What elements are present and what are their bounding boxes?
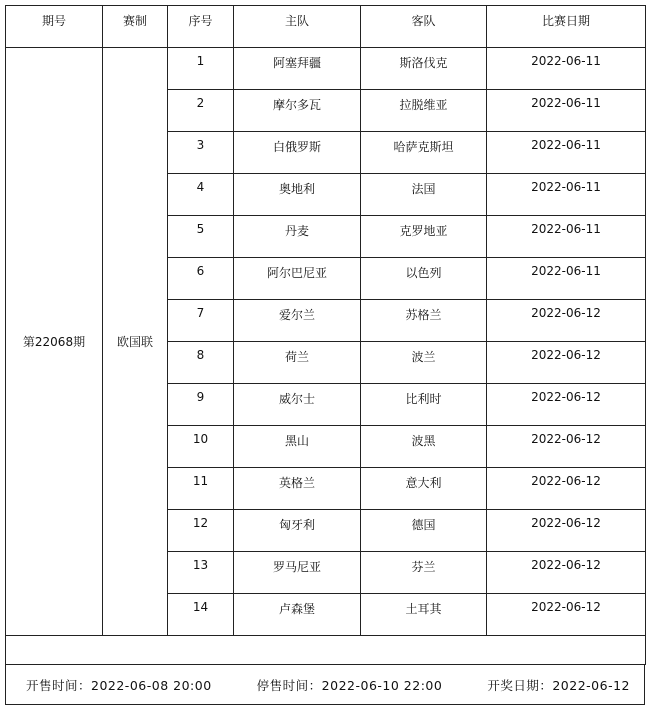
header-issue: 期号 <box>6 6 103 48</box>
away-team-cell: 波兰 <box>361 342 487 384</box>
seq-cell: 6 <box>168 258 234 300</box>
match-date-cell: 2022-06-11 <box>487 174 646 216</box>
seq-cell: 12 <box>168 510 234 552</box>
away-team-cell: 波黑 <box>361 426 487 468</box>
away-team-cell: 意大利 <box>361 468 487 510</box>
header-format: 赛制 <box>103 6 168 48</box>
match-table <box>5 5 646 665</box>
home-team-cell: 威尔士 <box>234 384 361 426</box>
away-team-cell: 以色列 <box>361 258 487 300</box>
format-cell: 欧国联 <box>103 48 168 636</box>
match-date-cell: 2022-06-12 <box>487 594 646 636</box>
home-team-cell: 英格兰 <box>234 468 361 510</box>
seq-cell: 10 <box>168 426 234 468</box>
match-date-cell: 2022-06-11 <box>487 258 646 300</box>
issue-cell: 第22068期 <box>6 48 103 636</box>
home-team-cell: 阿塞拜疆 <box>234 48 361 90</box>
away-team-cell: 拉脱维亚 <box>361 90 487 132</box>
lottery-schedule-sheet <box>5 5 645 705</box>
seq-cell: 13 <box>168 552 234 594</box>
seq-cell: 5 <box>168 216 234 258</box>
seq-cell: 2 <box>168 90 234 132</box>
match-date-cell: 2022-06-11 <box>487 90 646 132</box>
seq-cell: 8 <box>168 342 234 384</box>
home-team-cell: 摩尔多瓦 <box>234 90 361 132</box>
home-team-cell: 白俄罗斯 <box>234 132 361 174</box>
seq-cell: 14 <box>168 594 234 636</box>
header-row <box>6 6 646 48</box>
draw-date: 开奖日期：2022-06-12 <box>487 677 630 693</box>
away-team-cell: 比利时 <box>361 384 487 426</box>
home-team-cell: 奥地利 <box>234 174 361 216</box>
blank-row <box>6 636 646 665</box>
seq-cell: 9 <box>168 384 234 426</box>
match-date-cell: 2022-06-12 <box>487 426 646 468</box>
match-date-cell: 2022-06-12 <box>487 510 646 552</box>
match-date-cell: 2022-06-12 <box>487 552 646 594</box>
home-team-cell: 罗马尼亚 <box>234 552 361 594</box>
home-team-cell: 阿尔巴尼亚 <box>234 258 361 300</box>
blank-cell <box>6 636 646 665</box>
seq-cell: 7 <box>168 300 234 342</box>
away-team-cell: 哈萨克斯坦 <box>361 132 487 174</box>
away-team-cell: 苏格兰 <box>361 300 487 342</box>
home-team-cell: 丹麦 <box>234 216 361 258</box>
away-team-cell: 斯洛伐克 <box>361 48 487 90</box>
seq-cell: 4 <box>168 174 234 216</box>
away-team-cell: 德国 <box>361 510 487 552</box>
home-team-cell: 爱尔兰 <box>234 300 361 342</box>
match-date-cell: 2022-06-12 <box>487 384 646 426</box>
home-team-cell: 卢森堡 <box>234 594 361 636</box>
away-team-cell: 克罗地亚 <box>361 216 487 258</box>
header-away: 客队 <box>361 6 487 48</box>
seq-cell: 3 <box>168 132 234 174</box>
header-date: 比赛日期 <box>487 6 646 48</box>
match-date-cell: 2022-06-12 <box>487 342 646 384</box>
header-home: 主队 <box>234 6 361 48</box>
match-date-cell: 2022-06-11 <box>487 216 646 258</box>
match-date-cell: 2022-06-11 <box>487 48 646 90</box>
match-date-cell: 2022-06-12 <box>487 468 646 510</box>
home-team-cell: 黑山 <box>234 426 361 468</box>
table-row <box>6 48 646 90</box>
match-date-cell: 2022-06-12 <box>487 300 646 342</box>
home-team-cell: 匈牙利 <box>234 510 361 552</box>
away-team-cell: 土耳其 <box>361 594 487 636</box>
home-team-cell: 荷兰 <box>234 342 361 384</box>
footer-bar <box>5 665 645 705</box>
sale-end-time: 停售时间：2022-06-10 22:00 <box>256 677 443 693</box>
match-date-cell: 2022-06-11 <box>487 132 646 174</box>
away-team-cell: 芬兰 <box>361 552 487 594</box>
seq-cell: 11 <box>168 468 234 510</box>
sale-start-time: 开售时间：2022-06-08 20:00 <box>26 677 212 693</box>
seq-cell: 1 <box>168 48 234 90</box>
header-seq: 序号 <box>168 6 234 48</box>
away-team-cell: 法国 <box>361 174 487 216</box>
